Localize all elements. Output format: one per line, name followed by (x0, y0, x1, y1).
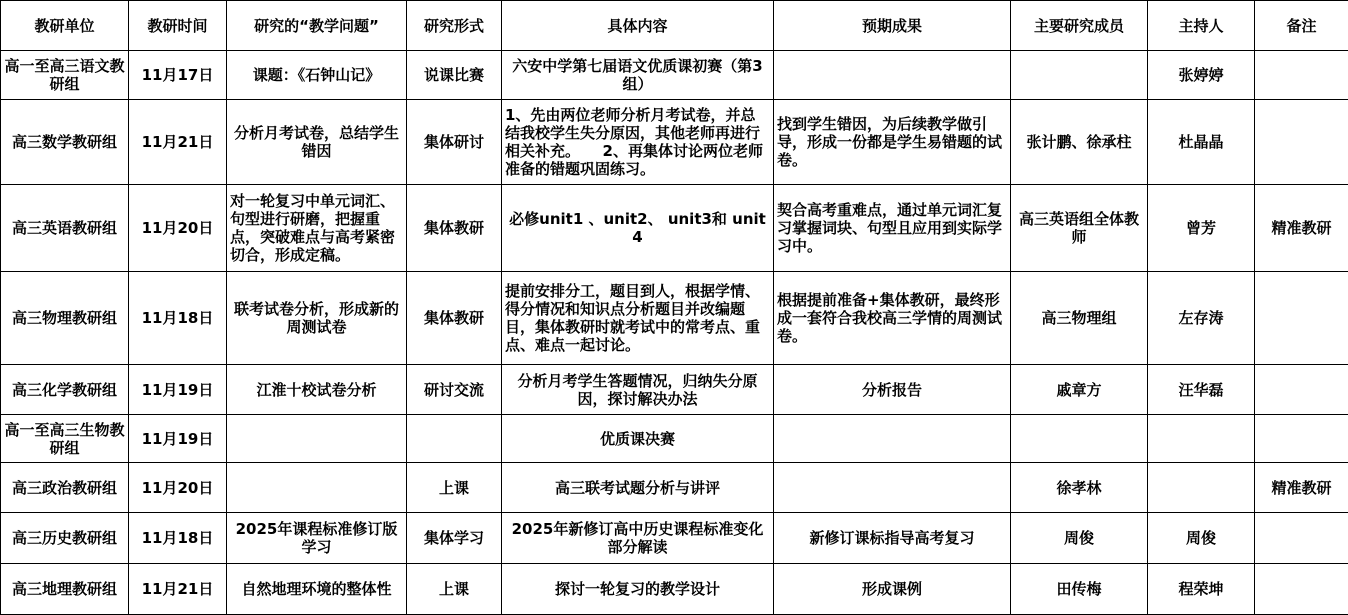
cell-time: 11月20日 (129, 463, 227, 513)
cell-content: 优质课决赛 (502, 415, 774, 463)
cell-unit: 高三化学教研组 (1, 365, 129, 415)
cell-time: 11月17日 (129, 51, 227, 100)
cell-outcome: 契合高考重难点，通过单元词汇复习掌握词块、句型且应用到实际学习中。 (774, 185, 1011, 272)
cell-content: 2025年新修订高中历史课程标准变化部分解读 (502, 513, 774, 564)
cell-note (1255, 415, 1348, 463)
table-row (1, 463, 1348, 513)
cell-host (1148, 463, 1255, 513)
cell-outcome (774, 415, 1011, 463)
cell-note: 精准教研 (1255, 463, 1348, 513)
cell-members: 徐孝林 (1011, 463, 1148, 513)
cell-time: 11月19日 (129, 365, 227, 415)
header-row (1, 1, 1348, 51)
table-row (1, 100, 1348, 185)
header-note: 备注 (1255, 1, 1348, 51)
cell-host: 程荣坤 (1148, 564, 1255, 615)
cell-members: 周俊 (1011, 513, 1148, 564)
cell-problem: 自然地理环境的整体性 (227, 564, 407, 615)
cell-problem (227, 415, 407, 463)
cell-unit: 高三地理教研组 (1, 564, 129, 615)
cell-host: 张婷婷 (1148, 51, 1255, 100)
header-unit: 教研单位 (1, 1, 129, 51)
cell-content: 分析月考学生答题情况，归纳失分原因，探讨解决办法 (502, 365, 774, 415)
cell-time: 11月20日 (129, 185, 227, 272)
table-row (1, 272, 1348, 365)
cell-outcome: 形成课例 (774, 564, 1011, 615)
header-problem: 研究的“教学问题” (227, 1, 407, 51)
table-row (1, 415, 1348, 463)
cell-problem: 对一轮复习中单元词汇、句型进行研磨，把握重点，突破难点与高考紧密切合，形成定稿。 (227, 185, 407, 272)
cell-host: 杜晶晶 (1148, 100, 1255, 185)
cell-problem (227, 463, 407, 513)
cell-unit: 高三历史教研组 (1, 513, 129, 564)
header-outcome: 预期成果 (774, 1, 1011, 51)
cell-note (1255, 100, 1348, 185)
cell-problem: 课题：《石钟山记》 (227, 51, 407, 100)
table-row (1, 564, 1348, 615)
table-row (1, 365, 1348, 415)
header-time: 教研时间 (129, 1, 227, 51)
cell-host (1148, 415, 1255, 463)
cell-content: 必修unit1 、unit2、 unit3和 unit4 (502, 185, 774, 272)
cell-form: 集体教研 (407, 272, 502, 365)
cell-members: 张计鹏、徐承柱 (1011, 100, 1148, 185)
cell-note (1255, 51, 1348, 100)
cell-outcome: 找到学生错因，为后续教学做引导，形成一份都是学生易错题的试卷。 (774, 100, 1011, 185)
cell-unit: 高三物理教研组 (1, 272, 129, 365)
cell-time: 11月19日 (129, 415, 227, 463)
cell-content: 高三联考试题分析与讲评 (502, 463, 774, 513)
cell-problem: 联考试卷分析，形成新的周测试卷 (227, 272, 407, 365)
cell-form: 上课 (407, 463, 502, 513)
cell-members (1011, 415, 1148, 463)
header-members: 主要研究成员 (1011, 1, 1148, 51)
cell-content: 探讨一轮复习的教学设计 (502, 564, 774, 615)
cell-note (1255, 513, 1348, 564)
cell-host: 周俊 (1148, 513, 1255, 564)
cell-content: 六安中学第七届语文优质课初赛（第3组） (502, 51, 774, 100)
cell-form (407, 415, 502, 463)
table-row (1, 185, 1348, 272)
cell-content: 1、先由两位老师分析月考试卷，并总结我校学生失分原因，其他老师再进行相关补充。 2、再集体讨论两位老师准备的错题巩固练习。 (502, 100, 774, 185)
cell-host: 左存涛 (1148, 272, 1255, 365)
header-host: 主持人 (1148, 1, 1255, 51)
cell-note (1255, 365, 1348, 415)
cell-form: 上课 (407, 564, 502, 615)
cell-note (1255, 272, 1348, 365)
cell-content: 提前安排分工，题目到人，根据学情、得分情况和知识点分析题目并改编题目，集体教研时就考试中的常考点、重点、难点一起讨论。 (502, 272, 774, 365)
cell-unit: 高三英语教研组 (1, 185, 129, 272)
cell-members (1011, 51, 1148, 100)
cell-outcome: 根据提前准备+集体教研，最终形成一套符合我校高三学情的周测试卷。 (774, 272, 1011, 365)
cell-unit: 高一至高三语文教研组 (1, 51, 129, 100)
cell-members: 戚章方 (1011, 365, 1148, 415)
cell-problem: 江淮十校试卷分析 (227, 365, 407, 415)
table-row (1, 51, 1348, 100)
cell-unit: 高三数学教研组 (1, 100, 129, 185)
cell-form: 说课比赛 (407, 51, 502, 100)
cell-unit: 高一至高三生物教研组 (1, 415, 129, 463)
cell-members: 高三物理组 (1011, 272, 1148, 365)
cell-outcome (774, 463, 1011, 513)
cell-form: 研讨交流 (407, 365, 502, 415)
table-row (1, 513, 1348, 564)
cell-note (1255, 564, 1348, 615)
cell-problem: 分析月考试卷，总结学生错因 (227, 100, 407, 185)
cell-outcome: 新修订课标指导高考复习 (774, 513, 1011, 564)
cell-time: 11月18日 (129, 272, 227, 365)
header-content: 具体内容 (502, 1, 774, 51)
cell-outcome: 分析报告 (774, 365, 1011, 415)
header-form: 研究形式 (407, 1, 502, 51)
cell-outcome (774, 51, 1011, 100)
cell-time: 11月18日 (129, 513, 227, 564)
cell-host: 曾芳 (1148, 185, 1255, 272)
cell-unit: 高三政治教研组 (1, 463, 129, 513)
cell-form: 集体学习 (407, 513, 502, 564)
cell-form: 集体教研 (407, 185, 502, 272)
cell-problem: 2025年课程标准修订版学习 (227, 513, 407, 564)
cell-time: 11月21日 (129, 564, 227, 615)
cell-note: 精准教研 (1255, 185, 1348, 272)
cell-members: 田传梅 (1011, 564, 1148, 615)
cell-form: 集体研讨 (407, 100, 502, 185)
cell-members: 高三英语组全体教师 (1011, 185, 1148, 272)
cell-time: 11月21日 (129, 100, 227, 185)
cell-host: 汪华磊 (1148, 365, 1255, 415)
